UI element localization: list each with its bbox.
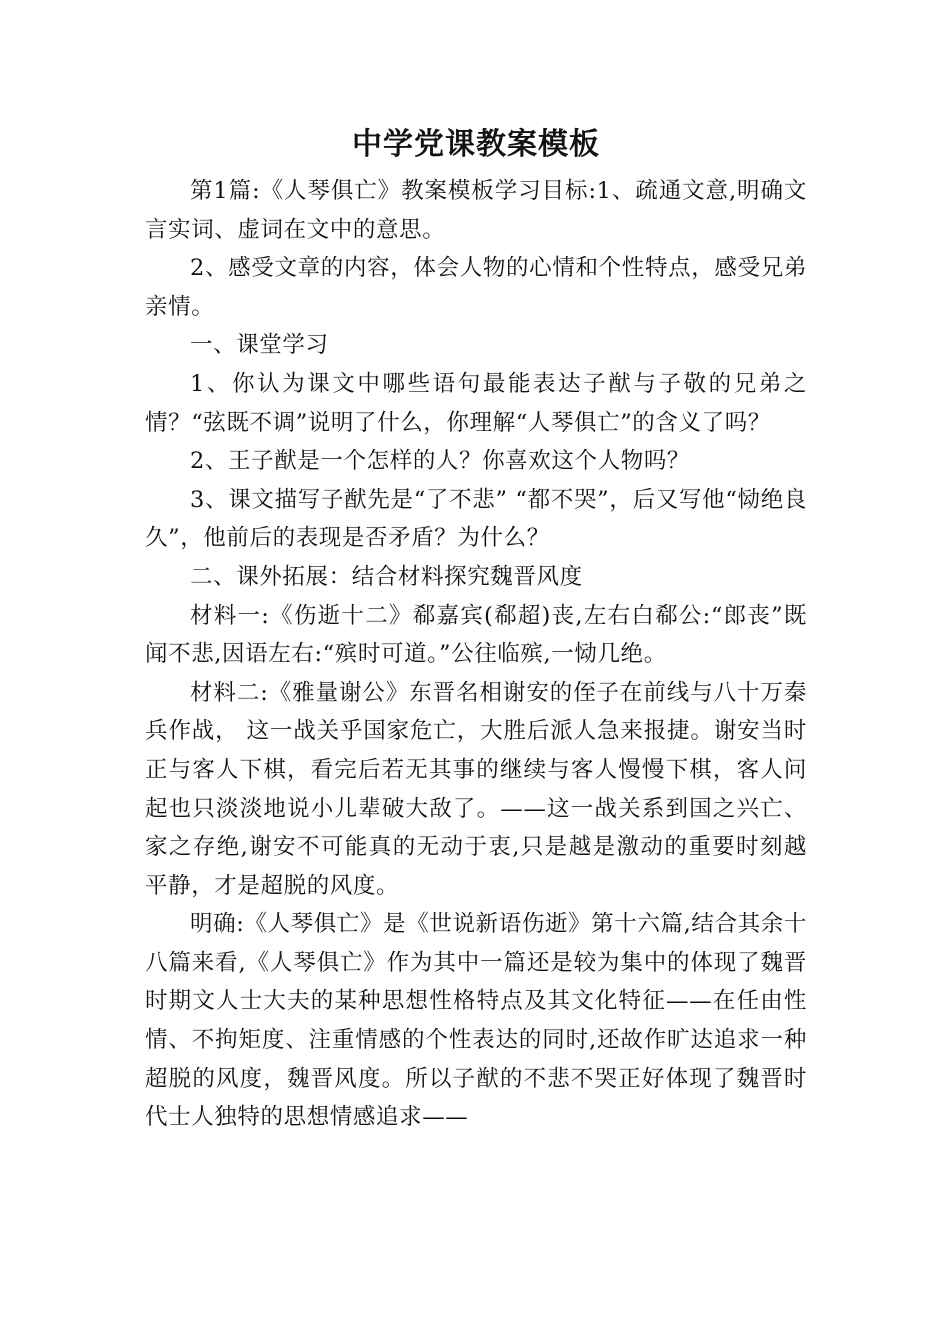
- paragraph-question-3: 3、课文描写子猷先是“了不悲” “都不哭”，后又写他“恸绝良久”，他前后的表现是否矛盾？为什么？: [145, 486, 807, 552]
- paragraph-material-2: 材料二:《雅量谢公》东晋名相谢安的侄子在前线与八十万秦兵作战， 这一战关乎国家危亡，大胜后派人急来报捷。谢安当时正与客人下棋，看完后若无其事的继续与客人慢慢下棋，客人问起也只淡淡地说小儿辈破大敌了。——这一战关系到国之兴亡、家之存绝,谢安不可能真的无动于衷,只是越是激动的重要时刻越平静，才是超脱的风度。: [145, 679, 807, 899]
- document-page: [145, 118, 807, 1137]
- paragraph-learning-goal-2: 2、感受文章的内容，体会人物的心情和个性特点，感受兄弟亲情。: [145, 255, 807, 320]
- paragraph-question-2: 2、王子猷是一个怎样的人？你喜欢这个人物吗？: [190, 448, 691, 475]
- section-heading-extension: 二、课外拓展：结合材料探究魏晋风度: [190, 563, 583, 590]
- section-heading-classroom: 一、课堂学习: [190, 332, 329, 359]
- paragraph-learning-goal-1: 第1篇:《人琴俱亡》教案模板学习目标:1、疏通文意,明确文言实词、虚词在文中的意思。: [145, 178, 807, 243]
- paragraph-conclusion: 明确:《人琴俱亡》是《世说新语伤逝》第十六篇,结合其余十八篇来看,《人琴俱亡》作为其中一篇还是较为集中的体现了魏晋时期文人士大夫的某种思想性格特点及其文化特征——在任由性情、不拘矩度、注重情感的个性表达的同时,还故作旷达追求一种超脱的风度，魏晋风度。所以子猷的不悲不哭正好体现了魏晋时代士人独特的思想情感追求——: [145, 911, 807, 1131]
- paragraph-question-1: 1、你认为课文中哪些语句最能表达子猷与子敬的兄弟之情？“弦既不调”说明了什么，你理解“人琴俱亡”的含义了吗？: [145, 370, 807, 436]
- document-title: 中学党课教案模板: [352, 127, 600, 162]
- paragraph-material-1: 材料一:《伤逝十二》郗嘉宾(郗超)丧,左右白郗公:“郎丧”既闻不悲,因语左右:“殡时可道。”公往临殡,一恸几绝。: [145, 602, 807, 668]
